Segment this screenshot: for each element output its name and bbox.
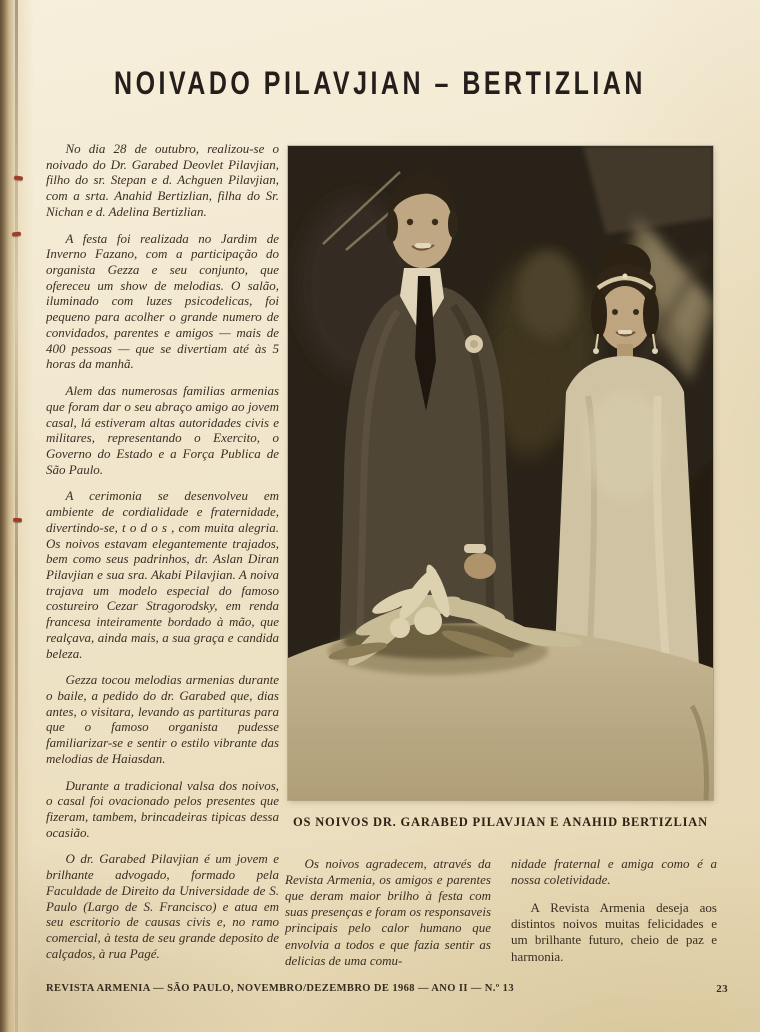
page-number: 23 (716, 983, 728, 995)
paragraph: No dia 28 de outubro, realizou-se o noivado do Dr. Garabed Deovlet Pilavjian, filho do sr. Stepan e d. Achguen Pilavjian, com a srta. Anahid Bertizlian, filha do Sr. Nichan e d. Adelina Bertizlian. (46, 141, 279, 219)
paragraph: O dr. Garabed Pilavjian é um jovem e brilhante advogado, formado pela Faculdade de Direito da Universidade de S. Paulo (Largo de S. Francisco) e atua em seu escritorio de causas civis e, no ramo comercial, à testa de seu grande deposito de calçados, à rua Pagé. (46, 851, 279, 961)
paragraph: A cerimonia se desenvolveu em ambiente de cordialidade e fraternidade, divertindo-se, t o d o s , com muita alegria. Os noivos estavam elegantemente trajados, bem como seus padrinhos, dr. Aslan Diran Pilavjian e sua sra. Akabi Pilavjian. A noiva trajava um modelo especial do famoso costureiro Cezar Stragorodsky, em renda francesa inteiramente bordado à mão, que realçava, ainda mais, a sua graça e candida beleza. (46, 488, 279, 661)
photo-caption: OS NOIVOS DR. GARABED PILAVJIAN E ANAHID BERTIZLIAN (293, 815, 708, 829)
paragraph: Gezza tocou melodias armenias durante o baile, a pedido do dr. Garabed que, dias antes, o visitara, levando as partituras para que o famoso organista pudesse familiarizar-se e sentir o estilo vibrante das melodias de Haiasdan. (46, 672, 279, 766)
footer (46, 983, 728, 995)
paragraph: Os noivos agradecem, através da Revista Armenia, os amigos e parentes que deram maior brilho à festa com suas presenças e foram os responsaveis principais pelo calor humano que envolvia a todos e que fazia sentir as delicias de uma comu- (285, 856, 491, 968)
bottom-left-column (285, 856, 491, 981)
stitch-mark (13, 518, 22, 523)
bottom-right-column (511, 856, 717, 981)
paragraph: A festa foi realizada no Jardim de Inverno Fazano, com a participação do organista Gezza e seu conjunto, que ofereceu um show de melodias. O salão, iluminado com luzes psicodelicas, foi pequeno para acolher o grande numero de convidados, parentes e amigos — mais de 400 pessoas — que se divertiam até às 5 horas da manhã. (46, 230, 279, 372)
article-left-column (46, 141, 279, 971)
paragraph: Alem das numerosas familias armenias que foram dar o seu abraço amigo ao jovem casal, lá estiveram altas autoridades civis e militares, representando o Exercito, o Governo do Estado e a Força Publica de São Paulo. (46, 383, 279, 477)
engagement-photo (288, 146, 713, 800)
paragraph: A Revista Armenia deseja aos distintos noivos muitas felicidades e um brilhante futuro, cheio de paz e harmonia. (511, 900, 717, 964)
binding-crease (15, 0, 18, 1032)
bottom-text-columns (285, 856, 717, 981)
footer-citation: REVISTA ARMENIA — SÃO PAULO, NOVEMBRO/DEZEMBRO DE 1968 — ANO II — N.º 13 (46, 983, 514, 994)
paragraph: Durante a tradicional valsa dos noivos, o casal foi ovacionado pelos presentes que fizeram, tambem, brincadeiras tipicas dessa ocasião. (46, 777, 279, 840)
page-title: NOIVADO PILAVJIAN – BERTIZLIAN (114, 66, 646, 102)
paragraph: nidade fraternal e amiga como é a nossa coletividade. (511, 856, 717, 888)
